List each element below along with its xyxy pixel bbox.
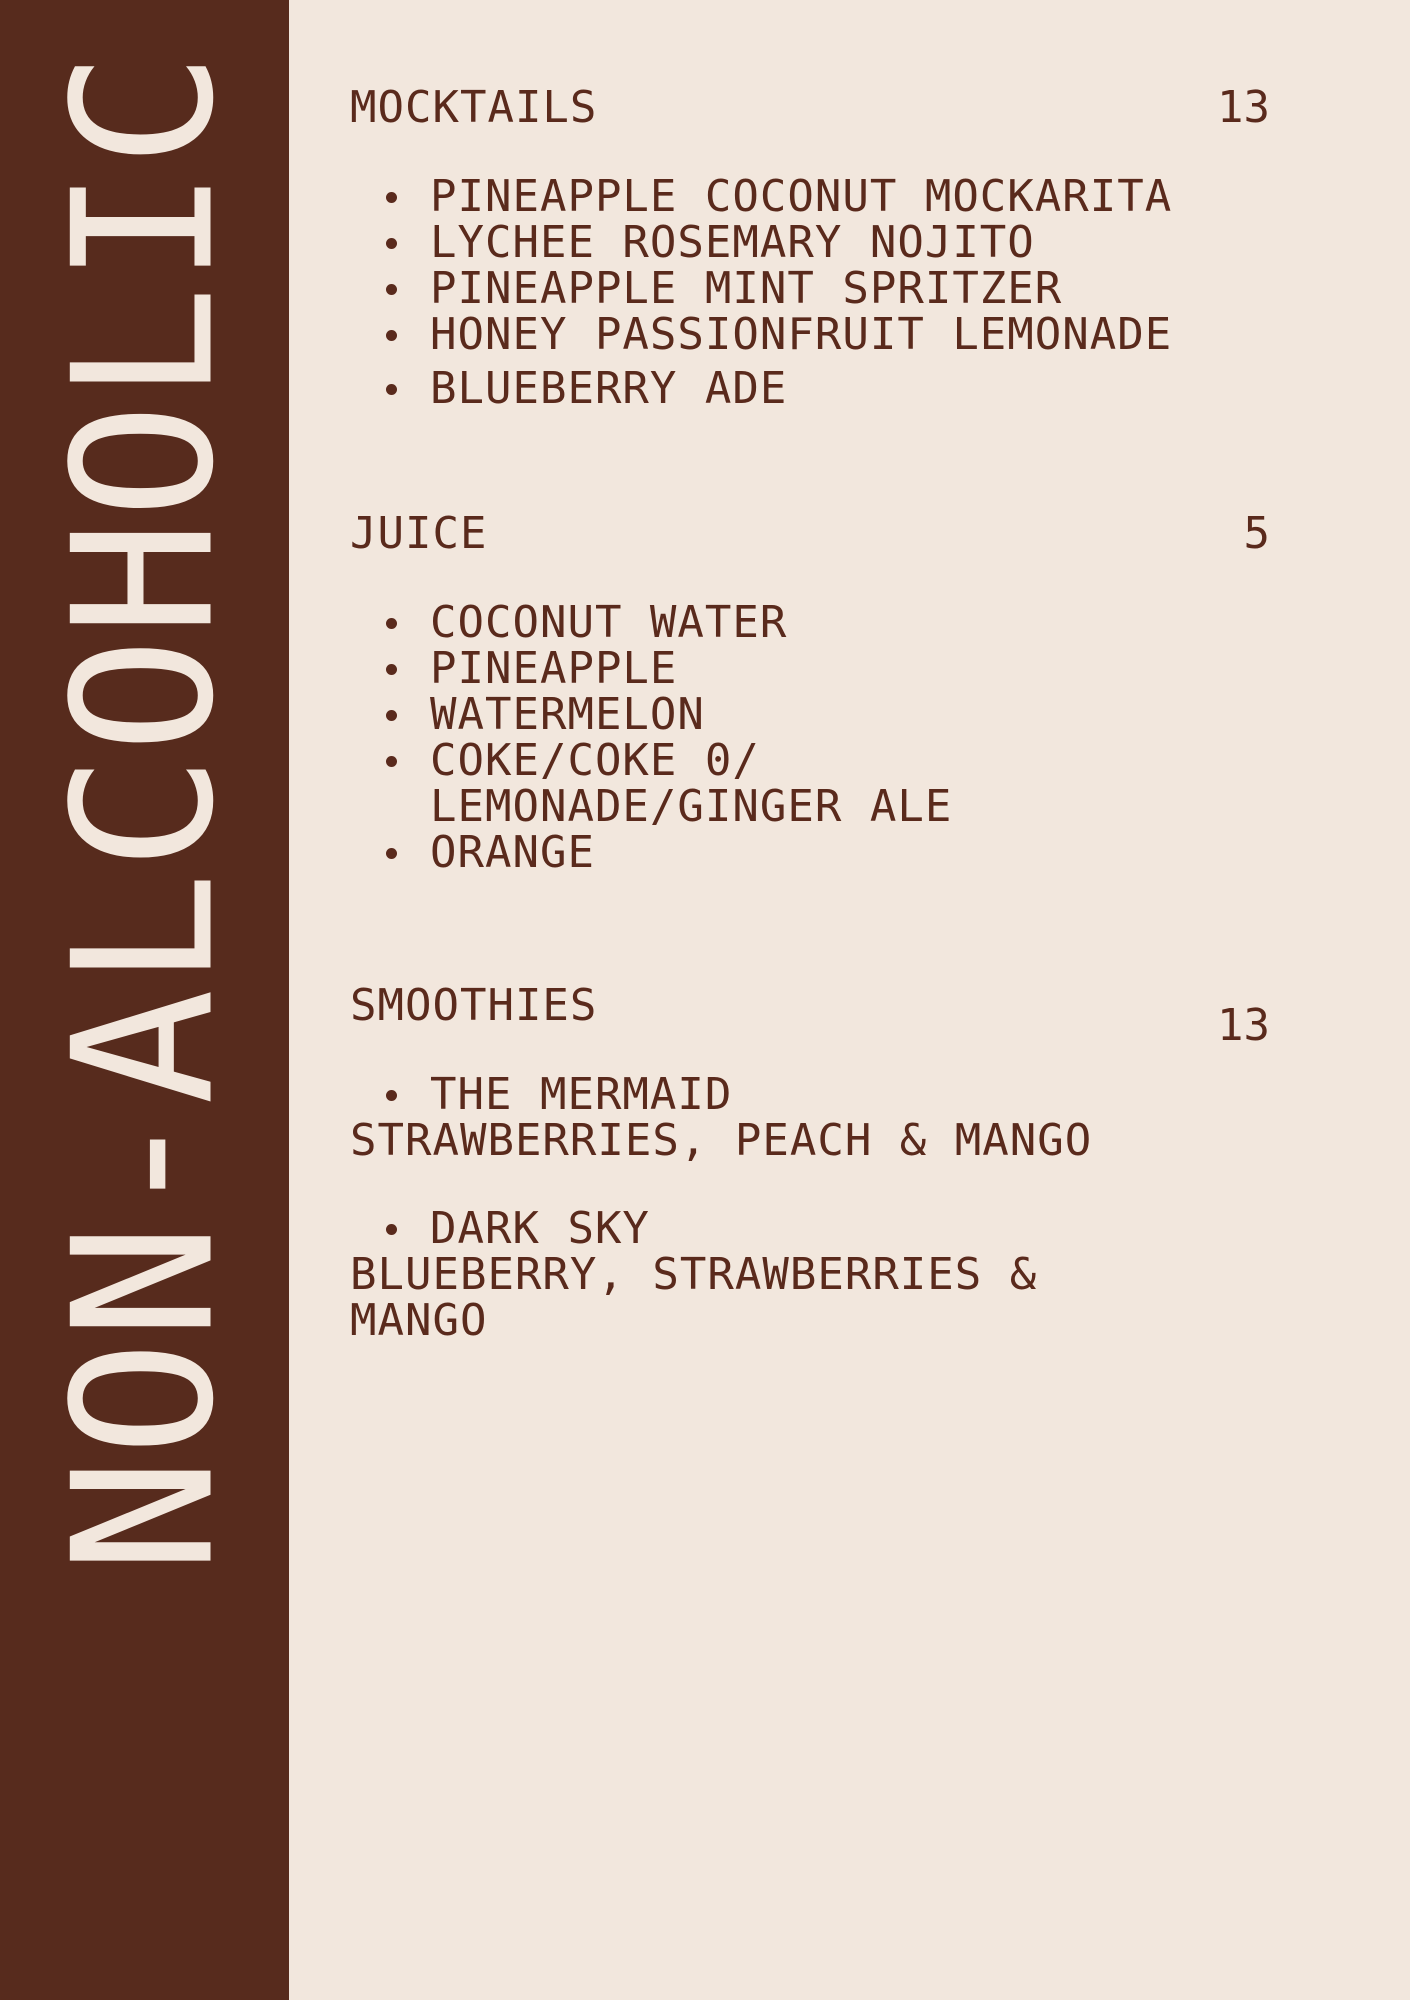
smoothies-title: SMOOTHIES <box>350 980 598 1031</box>
list-item: BLUEBERRY ADE <box>350 366 1270 412</box>
juice-section <box>350 510 1270 876</box>
mocktails-price: 13 <box>1217 82 1270 133</box>
sidebar-panel <box>0 0 289 2000</box>
list-item: COCONUT WATER <box>350 600 1270 646</box>
juice-title: JUICE <box>350 508 488 559</box>
list-item-line: LEMONADE/GINGER ALE <box>430 781 953 832</box>
smoothie-description: STRAWBERRIES, PEACH & MANGO <box>350 1115 1093 1166</box>
smoothie-name: DARK SKY <box>350 1206 1270 1252</box>
smoothie-item <box>350 1203 1270 1346</box>
smoothie-name: THE MERMAID <box>350 1072 1270 1118</box>
smoothies-price: 13 <box>1217 1000 1270 1051</box>
list-item: HONEY PASSIONFRUIT LEMONADE <box>350 312 1270 358</box>
smoothie-item <box>350 1069 1270 1166</box>
list-item: PINEAPPLE COCONUT MOCKARITA <box>350 174 1270 220</box>
mocktails-list <box>350 171 1270 414</box>
menu-content <box>350 0 1270 2000</box>
mocktails-header <box>350 84 1270 132</box>
juice-list <box>350 597 1270 878</box>
mocktails-title: MOCKTAILS <box>350 82 598 133</box>
list-item-multiline <box>350 735 1270 832</box>
smoothies-header <box>350 980 1270 1051</box>
list-item: PINEAPPLE <box>350 646 1270 692</box>
juice-price: 5 <box>1243 508 1270 559</box>
list-item: PINEAPPLE MINT SPRITZER <box>350 266 1270 312</box>
mocktails-section <box>350 84 1270 412</box>
list-item: WATERMELON <box>350 692 1270 738</box>
sidebar-title: NON-ALCOHOLIC <box>31 50 257 1574</box>
smoothies-section <box>350 982 1270 1344</box>
list-item: LYCHEE ROSEMARY NOJITO <box>350 220 1270 266</box>
list-item-line: COKE/COKE 0/ <box>430 735 760 786</box>
list-item: ORANGE <box>350 830 1270 876</box>
juice-header <box>350 510 1270 558</box>
smoothie-description: BLUEBERRY, STRAWBERRIES & MANGO <box>350 1249 1038 1346</box>
